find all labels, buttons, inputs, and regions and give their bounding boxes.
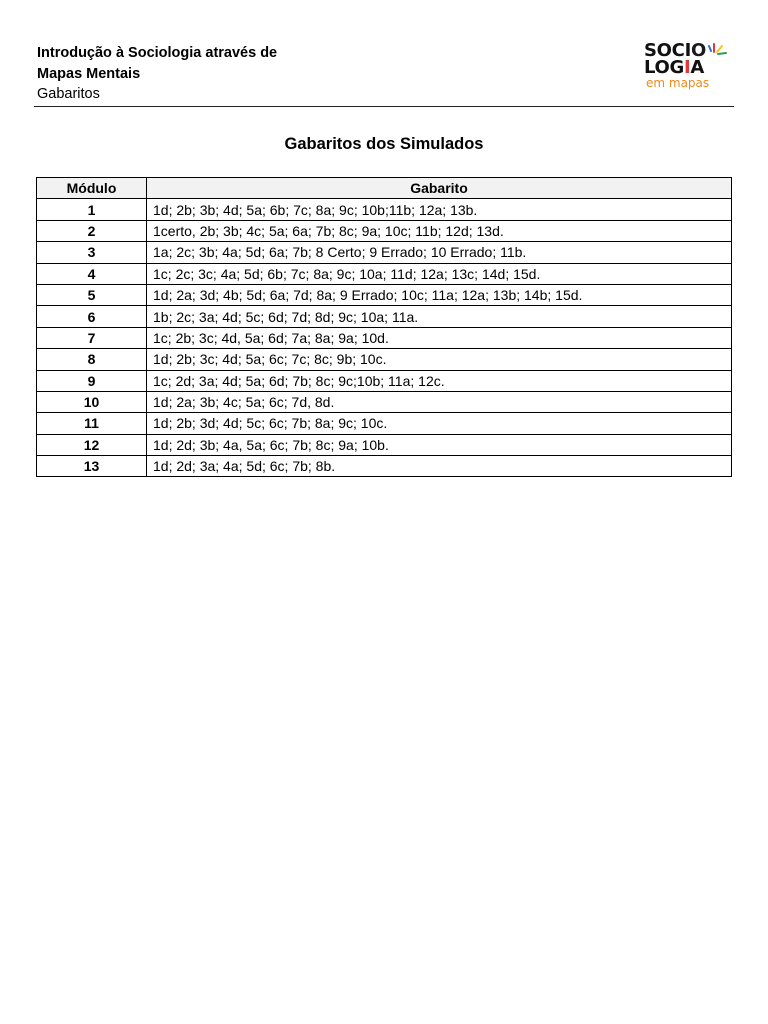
column-header-module: Módulo: [37, 178, 147, 199]
module-number: 10: [37, 391, 147, 412]
module-answers: 1c; 2d; 3a; 4d; 5a; 6d; 7b; 8c; 9c;10b; 11a; 12c.: [147, 370, 732, 391]
module-answers: 1d; 2b; 3b; 4d; 5a; 6b; 7c; 8a; 9c; 10b;11b; 12a; 13b.: [147, 199, 732, 220]
module-answers: 1a; 2c; 3b; 4a; 5d; 6a; 7b; 8 Certo; 9 Errado; 10 Errado; 11b.: [147, 242, 732, 263]
module-number: 7: [37, 327, 147, 348]
table-row: [37, 284, 732, 305]
logo-text-i: I: [684, 57, 691, 78]
module-answers: 1d; 2d; 3a; 4a; 5d; 6c; 7b; 8b.: [147, 456, 732, 477]
course-title-line-2: Mapas Mentais: [37, 65, 141, 82]
header-divider: [34, 106, 734, 107]
logo-word-line-2: [644, 59, 734, 76]
table-row: [37, 327, 732, 348]
module-number: 4: [37, 263, 147, 284]
table-row: [37, 370, 732, 391]
module-answers: 1d; 2d; 3b; 4a, 5a; 6c; 7b; 8c; 9a; 10b.: [147, 434, 732, 455]
table-row: [37, 306, 732, 327]
module-number: 6: [37, 306, 147, 327]
module-number: 9: [37, 370, 147, 391]
table-row: [37, 434, 732, 455]
spark-icon: [708, 42, 728, 58]
module-answers: 1d; 2b; 3c; 4d; 5a; 6c; 7c; 8c; 9b; 10c.: [147, 349, 732, 370]
logo-tagline: em mapas: [646, 76, 710, 90]
table-row: [37, 263, 732, 284]
table-header-row: [37, 178, 732, 199]
module-answers: 1d; 2a; 3b; 4c; 5a; 6c; 7d, 8d.: [147, 391, 732, 412]
module-answers: 1c; 2c; 3c; 4a; 5d; 6b; 7c; 8a; 9c; 10a; 11d; 12a; 13c; 14d; 15d.: [147, 263, 732, 284]
logo-text-soci: SOCI: [644, 40, 691, 61]
module-answers: 1certo, 2b; 3b; 4c; 5a; 6a; 7b; 8c; 9a; 10c; 11b; 12d; 13d.: [147, 220, 732, 241]
logo-text-o: O: [690, 40, 706, 61]
module-number: 13: [37, 456, 147, 477]
page-title: Gabaritos dos Simulados: [284, 135, 484, 153]
table-row: [37, 220, 732, 241]
logo-text-log: LOG: [644, 57, 685, 78]
document-subtitle: Gabaritos: [37, 86, 100, 102]
course-title-line-1: Introdução à Sociologia através de: [37, 45, 278, 61]
table-row: [37, 456, 732, 477]
answer-key-table: [36, 177, 732, 477]
module-number: 11: [37, 413, 147, 434]
table-row: [37, 349, 732, 370]
column-header-answers: Gabarito: [147, 178, 732, 199]
module-number: 5: [37, 284, 147, 305]
document-header: [37, 43, 457, 105]
module-answers: 1b; 2c; 3a; 4d; 5c; 6d; 7d; 8d; 9c; 10a; 11a.: [147, 306, 732, 327]
module-number: 3: [37, 242, 147, 263]
table-row: [37, 242, 732, 263]
sociologia-em-mapas-logo: [644, 42, 734, 100]
table-row: [37, 199, 732, 220]
module-number: 12: [37, 434, 147, 455]
module-number: 8: [37, 349, 147, 370]
table-row: [37, 391, 732, 412]
module-answers: 1d; 2b; 3d; 4d; 5c; 6c; 7b; 8a; 9c; 10c.: [147, 413, 732, 434]
logo-text-a: A: [690, 57, 705, 78]
module-number: 2: [37, 220, 147, 241]
module-answers: 1c; 2b; 3c; 4d, 5a; 6d; 7a; 8a; 9a; 10d.: [147, 327, 732, 348]
table-row: [37, 413, 732, 434]
module-number: 1: [37, 199, 147, 220]
module-answers: 1d; 2a; 3d; 4b; 5d; 6a; 7d; 8a; 9 Errado; 10c; 11a; 12a; 13b; 14b; 15d.: [147, 284, 732, 305]
